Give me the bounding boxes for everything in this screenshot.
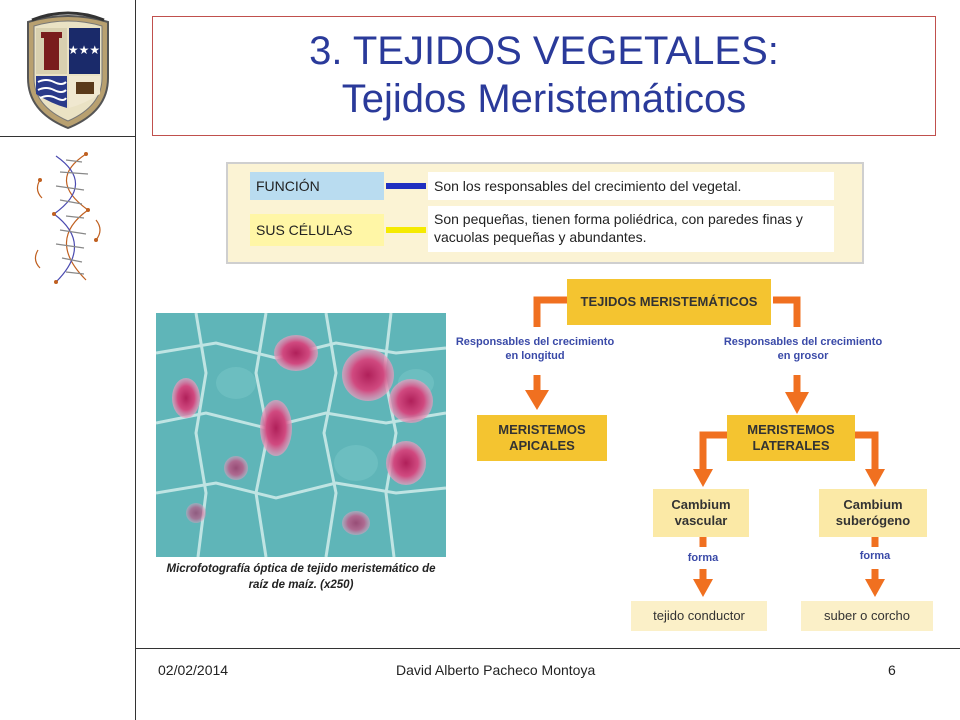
node-cambium-suberogeno: Cambium suberógeno <box>819 489 927 537</box>
crest-logo <box>22 8 114 130</box>
node-tejidos-meristematicos: TEJIDOS MERISTEMÁTICOS <box>567 279 771 325</box>
function-text: Son los responsables del crecimiento del vegetal. <box>428 172 834 200</box>
micrograph-caption: Microfotografía óptica de tejido meristemático de raíz de maíz. (x250) <box>166 563 436 591</box>
node-cambium-vascular: Cambium vascular <box>653 489 749 537</box>
cells-label: SUS CÉLULAS <box>250 214 384 246</box>
footer-divider <box>136 648 960 649</box>
left-divider <box>135 0 136 720</box>
label-forma-right: forma <box>859 550 891 562</box>
label-crecimiento-grosor: Responsables del crecimiento en grosor <box>723 336 883 362</box>
cells-connector <box>386 227 426 233</box>
node-meristemos-laterales: MERISTEMOS LATERALES <box>727 415 855 461</box>
function-connector <box>386 183 426 189</box>
arrow-head <box>693 579 713 597</box>
node-suber-corcho: suber o corcho <box>801 601 933 631</box>
micrograph-image <box>156 313 446 557</box>
label-forma-left: forma <box>687 552 719 564</box>
footer-page-number: 6 <box>888 662 896 678</box>
label-crecimiento-longitud: Responsables del crecimiento en longitud <box>455 336 615 362</box>
footer-date: 02/02/2014 <box>158 662 229 678</box>
title-line-2: Tejidos Meristemáticos <box>341 77 747 121</box>
slide-title <box>152 16 936 136</box>
svg-text:★★★: ★★★ <box>67 43 101 57</box>
arrow-head <box>865 469 885 487</box>
arrow-head <box>785 392 809 414</box>
meristem-diagram <box>455 275 945 635</box>
footer-author: David Alberto Pacheco Montoya <box>396 662 596 678</box>
arrow-head <box>693 469 713 487</box>
arrow-head <box>525 390 549 410</box>
node-tejido-conductor: tejido conductor <box>631 601 767 631</box>
node-meristemos-apicales: MERISTEMOS APICALES <box>477 415 607 461</box>
logo-divider <box>0 136 136 137</box>
dna-icon <box>26 150 110 285</box>
title-line-1: 3. TEJIDOS VEGETALES: <box>309 29 779 73</box>
arrow-head <box>865 579 885 597</box>
info-panel <box>226 162 864 264</box>
cells-text: Son pequeñas, tienen forma poliédrica, con paredes finas y vacuolas pequeñas y abundantes. <box>428 206 834 252</box>
function-label: FUNCIÓN <box>250 172 384 200</box>
